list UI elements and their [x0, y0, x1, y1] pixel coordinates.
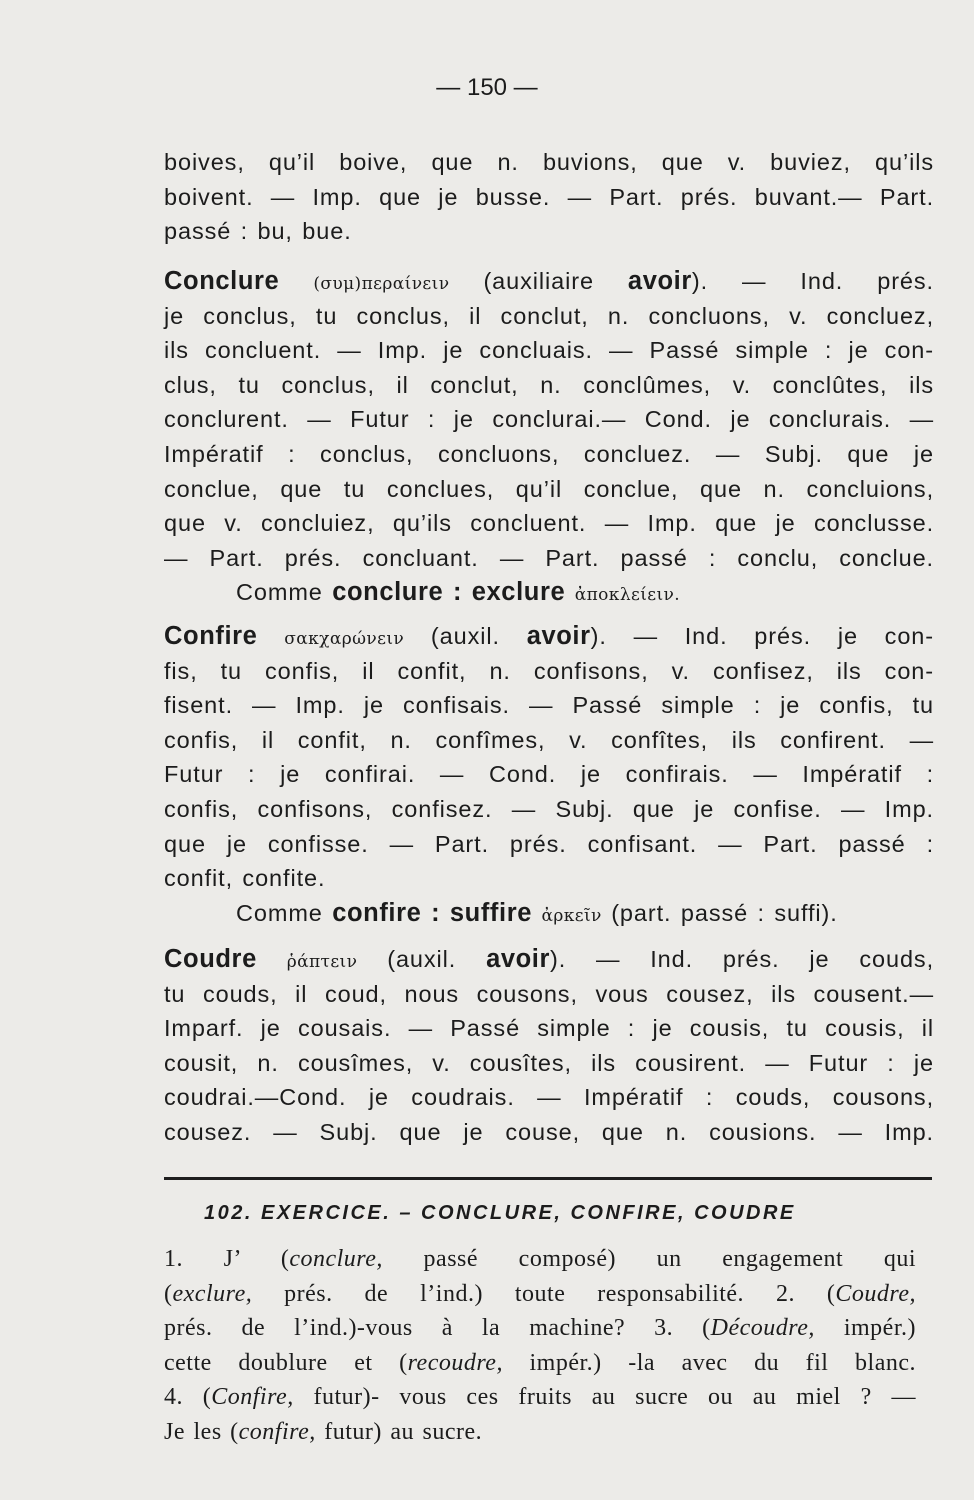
text-line: confit, confite.	[164, 865, 326, 892]
text-run: prés. de l’ind.)-vous à la machine? 3. (	[164, 1315, 711, 1342]
text-line: boives, qu’il boive, que n. buvions, que v. buviez, qu’ils	[164, 149, 934, 175]
entry-coudre	[164, 942, 934, 1150]
comme-rest: (part. passé : suffi).	[611, 899, 838, 926]
text-line: cousez. — Subj. que je couse, que n. cousions. — Imp.	[164, 1118, 934, 1145]
verb-heading: Coudre	[164, 945, 257, 973]
aux-verb: avoir	[486, 945, 551, 973]
greek-translation: ῥάπτειν	[286, 952, 358, 972]
italic-verb: Confire,	[211, 1384, 294, 1411]
text-line: tu couds, il coud, nous cousons, vous cousez, ils cousent.—	[164, 980, 934, 1007]
heading-rest: ). — Ind. prés.	[691, 268, 934, 294]
text-line: fisent. — Imp. je confisais. — Passé simple : je confis, tu	[164, 692, 934, 719]
comme-label: Comme	[236, 899, 323, 926]
aux-label: (auxil.	[430, 623, 500, 649]
greek-translation: ἀρκεῖν	[541, 905, 602, 926]
comme-line	[164, 575, 934, 610]
text-run: impér.) -la avec du fil blanc.	[502, 1349, 917, 1376]
greek-translation: ἀποκλείειν.	[574, 585, 681, 606]
verb-heading: Conclure	[164, 267, 280, 295]
text-line: passé : bu, bue.	[164, 218, 352, 245]
text-line: que v. concluiez, qu’ils concluent. — Imp. que je conclusse.	[164, 510, 934, 537]
exercise-title: 102. EXERCICE. – CONCLURE, CONFIRE, COUDRE	[204, 1202, 796, 1224]
text-line: que je confisse. — Part. prés. confisant. — Part. passé :	[164, 830, 934, 857]
italic-verb: conclure,	[289, 1246, 383, 1272]
exercise-text	[164, 1242, 916, 1450]
comme-line	[164, 896, 934, 931]
entry-conclure	[164, 264, 934, 610]
comme-label: Comme	[236, 579, 323, 606]
text-line: — Part. prés. concluant. — Part. passé : conclu, conclue.	[164, 544, 934, 571]
italic-verb: exclure,	[172, 1280, 253, 1307]
text-line: conclue, que tu conclues, qu’il conclue, que n. concluions,	[164, 475, 934, 502]
text-run: cette doublure et (	[164, 1349, 408, 1376]
text-line: ils concluent. — Imp. je concluais. — Passé simple : je con-	[164, 337, 934, 364]
italic-verb: recoudre,	[407, 1349, 503, 1376]
heading-rest: ). — Ind. prés. je con-	[590, 623, 934, 649]
text-run: Je les (	[164, 1418, 239, 1445]
text-line: Imparf. je cousais. — Passé simple : je cousis, tu cousis, il	[164, 1015, 934, 1042]
exercise-line	[164, 1415, 916, 1450]
greek-translation: σακχαρώνειν	[284, 629, 405, 649]
text-line: cousit, n. cousîmes, v. cousîtes, ils cousirent. — Futur : je	[164, 1049, 934, 1076]
italic-verb: Coudre,	[835, 1280, 916, 1307]
text-line: fis, tu confis, il confit, n. confisons, v. confisez, ils con-	[164, 657, 934, 684]
text-line: clus, tu conclus, il conclut, n. conclûmes, v. conclûtes, ils	[164, 371, 934, 398]
section-divider	[164, 1177, 932, 1180]
text-line: je conclus, tu conclus, il conclut, n. concluons, v. concluez,	[164, 302, 934, 329]
aux-verb: avoir	[526, 622, 591, 650]
text-line: Impératif : conclus, concluons, concluez. — Subj. que je	[164, 440, 934, 467]
exercise-line	[164, 1277, 916, 1312]
page-number: — 150 —	[436, 74, 538, 101]
text-run: passé composé) un engagement qui	[382, 1246, 917, 1272]
comme-verbs: confire : suffire	[332, 898, 533, 927]
text-line: boivent. — Imp. que je busse. — Part. prés. buvant.— Part.	[164, 183, 934, 210]
text-line: Futur : je confirai. — Cond. je confirais. — Impératif :	[164, 761, 934, 788]
aux-label: (auxiliaire	[483, 268, 594, 294]
text-line: confis, confisons, confisez. — Subj. que je confise. — Imp.	[164, 795, 934, 822]
aux-label: (auxil.	[387, 946, 457, 972]
boire-continuation	[164, 145, 934, 249]
entry-heading-line	[164, 264, 934, 299]
greek-translation: (συμ)περαίνειν	[313, 274, 450, 294]
comme-verbs: conclure : exclure	[332, 578, 566, 607]
verb-heading: Confire	[164, 622, 258, 650]
text-line: conclurent. — Futur : je conclurai.— Cond. je conclurais. —	[164, 406, 934, 433]
italic-verb: Découdre,	[710, 1315, 815, 1342]
text-run: impér.)	[814, 1315, 916, 1342]
text-line: coudrai.—Cond. je coudrais. — Impératif : couds, cousons,	[164, 1084, 934, 1111]
text-run: futur)- vous ces fruits au sucre ou au miel ? —	[293, 1384, 916, 1411]
entry-heading-line	[164, 619, 934, 654]
exercise-line	[164, 1380, 916, 1415]
aux-verb: avoir	[627, 267, 692, 295]
italic-verb: confire,	[238, 1418, 316, 1445]
text-run: 4. (	[164, 1384, 212, 1411]
text-line: confis, il confit, n. confîmes, v. confîtes, ils confirent. —	[164, 726, 934, 753]
entry-heading-line	[164, 942, 934, 977]
text-run: prés. de l’ind.) toute responsabilité. 2. (	[252, 1280, 836, 1307]
text-run: 1. J’ (	[164, 1246, 290, 1272]
exercise-line	[164, 1346, 916, 1381]
exercise-line	[164, 1311, 916, 1346]
entry-confire	[164, 619, 934, 930]
heading-rest: ). — Ind. prés. je couds,	[550, 946, 934, 972]
exercise-line	[164, 1242, 916, 1277]
text-run: futur) au sucre.	[315, 1418, 483, 1445]
text-run: (	[164, 1280, 173, 1307]
